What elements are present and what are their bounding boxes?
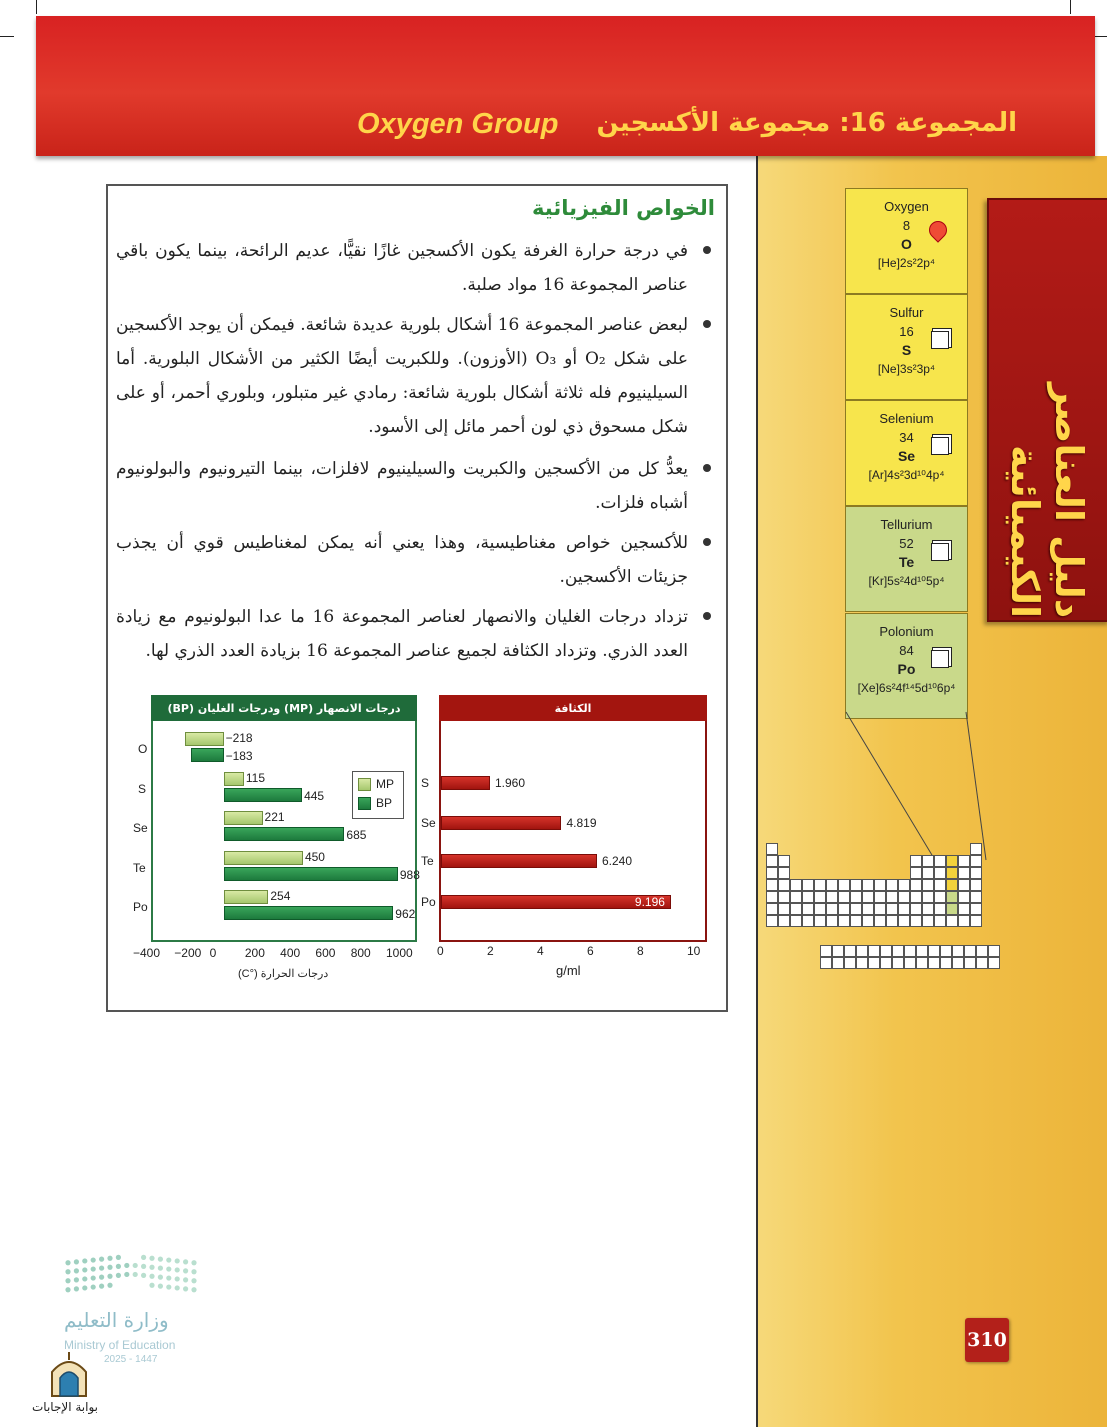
- periodic-cell: [922, 903, 934, 915]
- element-name: Selenium: [879, 411, 934, 426]
- periodic-cell: [916, 957, 928, 969]
- density-value-label: 6.240: [602, 854, 633, 868]
- element-card-tellurium: [845, 506, 968, 612]
- periodic-cell: [826, 891, 838, 903]
- periodic-cell: [988, 945, 1000, 957]
- solid-cube-icon: [931, 331, 949, 349]
- x-tick-label: −200: [174, 946, 202, 960]
- periodic-cell: [850, 891, 862, 903]
- periodic-cell: [862, 903, 874, 915]
- atomic-number: 34: [899, 430, 914, 445]
- element-symbol: Se: [897, 448, 916, 464]
- x-tick-label: 0: [209, 946, 217, 960]
- periodic-cell: [790, 915, 802, 927]
- section-heading: الخواص الفيزيائية: [532, 196, 715, 220]
- periodic-cell: [832, 945, 844, 957]
- mp-value-label: 115: [245, 771, 265, 785]
- periodic-cell: [952, 957, 964, 969]
- periodic-cell: [790, 903, 802, 915]
- periodic-cell: [958, 867, 970, 879]
- bp-bar: [224, 867, 398, 881]
- periodic-cell: [874, 915, 886, 927]
- category-label: Po: [421, 895, 436, 909]
- periodic-cell: [934, 867, 946, 879]
- mp-bar: [185, 732, 223, 746]
- crop-mark: [1093, 36, 1107, 37]
- periodic-cell: [910, 915, 922, 927]
- periodic-cell: [850, 915, 862, 927]
- density-value-label: 1.960: [495, 776, 526, 790]
- x-tick-label: 2: [487, 944, 494, 958]
- periodic-cell: [868, 957, 880, 969]
- mp-value-label: 450: [304, 850, 325, 864]
- periodic-cell: [826, 915, 838, 927]
- density-bar: [441, 816, 561, 830]
- x-tick-label: 600: [315, 946, 336, 960]
- periodic-cell: [862, 891, 874, 903]
- element-name: Sulfur: [889, 305, 924, 320]
- density-chart-title: الكثافة: [439, 695, 707, 721]
- periodic-cell: [880, 957, 892, 969]
- x-tick-label: −400: [133, 946, 161, 960]
- atomic-number: 84: [899, 643, 914, 658]
- periodic-cell: [874, 891, 886, 903]
- periodic-cell: [970, 855, 982, 867]
- periodic-cell: [778, 915, 790, 927]
- side-banner-title: دليل العناصر الكيميائية: [1003, 382, 1091, 618]
- periodic-cell: [970, 915, 982, 927]
- periodic-cell: [940, 957, 952, 969]
- bp-bar: [224, 788, 303, 802]
- periodic-cell: [928, 945, 940, 957]
- x-tick-label: 400: [280, 946, 301, 960]
- periodic-cell: [814, 879, 826, 891]
- ministry-year: 2025 - 1447: [104, 1354, 158, 1365]
- bullet-item: للأكسجين خواص مغناطيسية، وهذا يعني أنه يمكن لمغناطيس قوي أن يجذب جزيئات الأكسجين.: [116, 533, 688, 587]
- periodic-cell: [946, 903, 958, 915]
- header-title-english: Oxygen Group: [357, 108, 559, 140]
- solid-cube-icon: [931, 543, 949, 561]
- x-tick-label: 10: [687, 944, 701, 958]
- periodic-cell: [766, 891, 778, 903]
- periodic-cell: [778, 891, 790, 903]
- periodic-cell: [814, 903, 826, 915]
- periodic-cell: [790, 891, 802, 903]
- periodic-cell: [874, 879, 886, 891]
- bp-value-label: 988: [399, 868, 420, 882]
- periodic-cell: [766, 843, 778, 855]
- periodic-cell: [790, 879, 802, 891]
- mp-value-label: 221: [264, 810, 285, 824]
- periodic-cell: [778, 867, 790, 879]
- x-tick-label: 800: [350, 946, 371, 960]
- bp-value-label: 962: [395, 907, 416, 921]
- bp-value-label: 445: [304, 789, 325, 803]
- element-card-sulfur: [845, 294, 968, 400]
- element-symbol: Po: [897, 661, 916, 677]
- electron-config: [Ne]3s²3p⁴: [877, 362, 936, 376]
- mp-bp-x-axis-label: درجات الحرارة (°C): [238, 968, 329, 980]
- periodic-cell: [904, 945, 916, 957]
- periodic-cell: [886, 903, 898, 915]
- periodic-cell: [976, 945, 988, 957]
- periodic-cell: [946, 879, 958, 891]
- periodic-cell: [844, 957, 856, 969]
- periodic-cell: [838, 915, 850, 927]
- ministry-name-english: Ministry of Education: [64, 1338, 176, 1352]
- periodic-cell: [886, 891, 898, 903]
- periodic-cell: [802, 879, 814, 891]
- periodic-cell: [802, 891, 814, 903]
- density-bar: [441, 776, 490, 790]
- element-name: Oxygen: [884, 199, 929, 214]
- bp-bar: [224, 906, 394, 920]
- periodic-cell: [958, 903, 970, 915]
- bp-value-label: 685: [346, 828, 367, 842]
- periodic-cell: [946, 891, 958, 903]
- periodic-cell: [862, 879, 874, 891]
- brand-mosque-icon: [48, 1350, 90, 1398]
- periodic-cell: [922, 867, 934, 879]
- mp-bar: [224, 851, 303, 865]
- periodic-cell: [802, 903, 814, 915]
- periodic-cell: [970, 879, 982, 891]
- solid-cube-icon: [931, 650, 949, 668]
- periodic-cell: [964, 957, 976, 969]
- atomic-number: 16: [899, 324, 914, 339]
- periodic-cell: [814, 891, 826, 903]
- periodic-cell: [838, 891, 850, 903]
- periodic-cell: [970, 903, 982, 915]
- periodic-cell: [892, 957, 904, 969]
- solid-cube-icon: [931, 437, 949, 455]
- periodic-cell: [844, 945, 856, 957]
- crop-mark: [1070, 0, 1071, 14]
- periodic-cell: [910, 867, 922, 879]
- periodic-cell: [934, 903, 946, 915]
- category-label: Te: [133, 861, 146, 875]
- periodic-cell: [898, 891, 910, 903]
- element-symbol: S: [901, 342, 912, 358]
- mp-bp-legend: [352, 771, 404, 819]
- bp-value-label: −183: [225, 749, 253, 763]
- electron-config: [He]2s²2p⁴: [877, 256, 936, 270]
- periodic-cell: [898, 903, 910, 915]
- ministry-name-arabic: وزارة التعليم: [64, 1308, 169, 1332]
- periodic-cell: [874, 903, 886, 915]
- periodic-cell: [964, 945, 976, 957]
- periodic-cell: [952, 945, 964, 957]
- bullet-dot: [703, 538, 711, 546]
- periodic-cell: [892, 945, 904, 957]
- periodic-cell: [826, 903, 838, 915]
- category-label: Se: [133, 821, 148, 835]
- category-label: O: [138, 742, 148, 756]
- legend-swatch-mp: [358, 778, 371, 791]
- crop-mark: [36, 0, 37, 14]
- periodic-cell: [766, 915, 778, 927]
- periodic-cell: [958, 915, 970, 927]
- periodic-cell: [976, 957, 988, 969]
- periodic-cell: [856, 957, 868, 969]
- periodic-cell: [922, 915, 934, 927]
- periodic-cell: [832, 957, 844, 969]
- periodic-cell: [958, 891, 970, 903]
- periodic-cell: [820, 945, 832, 957]
- mp-bar: [224, 890, 269, 904]
- bp-bar: [191, 748, 223, 762]
- periodic-cell: [886, 879, 898, 891]
- x-tick-label: 1000: [386, 946, 413, 960]
- legend-label-mp: MP: [376, 777, 394, 791]
- category-label: Po: [133, 900, 148, 914]
- periodic-cell: [946, 855, 958, 867]
- x-tick-label: 8: [637, 944, 644, 958]
- periodic-cell: [838, 903, 850, 915]
- electron-config: [Xe]6s²4f¹⁴5d¹⁰6p⁴: [857, 681, 956, 695]
- periodic-cell: [802, 915, 814, 927]
- bullet-item: يعدُّ كل من الأكسجين والكبريت والسيلينيوم لافلزات، بينما التيرونيوم والبولونيوم أشباه فلزات.: [116, 459, 688, 513]
- periodic-cell: [766, 867, 778, 879]
- periodic-cell: [946, 867, 958, 879]
- periodic-cell: [916, 945, 928, 957]
- element-card-oxygen: [845, 188, 968, 294]
- periodic-cell: [766, 879, 778, 891]
- atomic-number: 52: [899, 536, 914, 551]
- electron-config: [Ar]4s²3d¹⁰4p⁴: [868, 468, 945, 482]
- periodic-cell: [778, 903, 790, 915]
- x-tick-label: 6: [587, 944, 594, 958]
- periodic-cell: [988, 957, 1000, 969]
- periodic-cell: [880, 945, 892, 957]
- element-name: Tellurium: [880, 517, 933, 532]
- bullet-dot: [703, 320, 711, 328]
- periodic-cell: [898, 879, 910, 891]
- periodic-cell: [934, 891, 946, 903]
- periodic-cell: [970, 867, 982, 879]
- category-label: S: [421, 776, 430, 790]
- legend-label-bp: BP: [376, 796, 393, 810]
- periodic-cell: [826, 879, 838, 891]
- periodic-cell: [934, 879, 946, 891]
- x-tick-label: 4: [537, 944, 544, 958]
- periodic-cell: [862, 915, 874, 927]
- electron-config: [Kr]5s²4d¹⁰5p⁴: [868, 574, 945, 588]
- category-label: S: [138, 782, 147, 796]
- periodic-cell: [922, 855, 934, 867]
- periodic-cell: [766, 903, 778, 915]
- element-card-polonium: [845, 613, 968, 719]
- mp-bar: [224, 811, 263, 825]
- periodic-cell: [838, 879, 850, 891]
- element-symbol: O: [901, 236, 912, 252]
- bullet-dot: [703, 464, 711, 472]
- mp-value-label: −218: [225, 731, 253, 745]
- x-tick-label: 200: [244, 946, 265, 960]
- periodic-cell: [922, 891, 934, 903]
- periodic-cell: [928, 957, 940, 969]
- periodic-cell: [970, 891, 982, 903]
- periodic-cell: [958, 855, 970, 867]
- mp-bar: [224, 772, 244, 786]
- bullet-item: تزداد درجات الغليان والانصهار لعناصر المجموعة 16 ما عدا البولونيوم مع زيادة العدد الذري. وتزداد الكثافة لجميع عناصر المجموعة 16 بزيادة العدد الذري لها.: [116, 607, 688, 661]
- category-label: Se: [421, 816, 436, 830]
- periodic-cell: [946, 915, 958, 927]
- mp-bp-chart-title: درجات الانصهار (MP) ودرجات الغليان (BP): [151, 695, 417, 721]
- periodic-cell: [958, 879, 970, 891]
- ministry-logo-icon: [64, 1250, 200, 1294]
- element-name: Polonium: [879, 624, 934, 639]
- brand-name: بوابة الإجابات: [32, 1400, 99, 1414]
- periodic-cell: [904, 957, 916, 969]
- periodic-cell: [868, 945, 880, 957]
- periodic-cell: [910, 903, 922, 915]
- periodic-cell: [766, 855, 778, 867]
- periodic-cell: [934, 915, 946, 927]
- bullet-dot: [703, 246, 711, 254]
- page-number: 310: [965, 1318, 1009, 1362]
- periodic-cell: [898, 915, 910, 927]
- periodic-cell: [910, 891, 922, 903]
- x-tick-label: 0: [437, 944, 444, 958]
- bp-bar: [224, 827, 345, 841]
- periodic-cell: [970, 843, 982, 855]
- density-value-label: 4.819: [566, 816, 597, 830]
- periodic-cell: [910, 879, 922, 891]
- periodic-cell: [940, 945, 952, 957]
- bullet-item: لبعض عناصر المجموعة 16 أشكال بلورية عديدة شائعة. فيمكن أن يوجد الأكسجين على شكل O₂ أو O₃ (الأوزون). وللكبريت أيضًا الكثير من الأشكال البلورية. أما السيلينيوم فله ثلاثة أشكال بلورية شائعة: رمادي غير متبلور، وبلوري أحمر، أو على شكل مسحوق ذي لون أحمر مائل إلى الأسود.: [116, 315, 688, 437]
- element-symbol: Te: [898, 554, 915, 570]
- periodic-cell: [934, 855, 946, 867]
- periodic-cell: [850, 879, 862, 891]
- density-value-label: 9.196: [634, 895, 665, 909]
- density-bar: [441, 854, 597, 868]
- periodic-cell: [778, 855, 790, 867]
- periodic-cell: [886, 915, 898, 927]
- periodic-cell: [856, 945, 868, 957]
- header-title-arabic: المجموعة 16: مجموعة الأكسجين: [596, 108, 1017, 138]
- side-column-border: [756, 156, 758, 1427]
- periodic-cell: [814, 915, 826, 927]
- mp-value-label: 254: [270, 889, 291, 903]
- category-label: Te: [421, 854, 434, 868]
- legend-swatch-bp: [358, 797, 371, 810]
- element-card-selenium: [845, 400, 968, 506]
- periodic-cell: [922, 879, 934, 891]
- periodic-cell: [778, 879, 790, 891]
- periodic-cell: [850, 903, 862, 915]
- bullet-dot: [703, 612, 711, 620]
- bullet-item: في درجة حرارة الغرفة يكون الأكسجين غازًا نقيًّا، عديم الرائحة، بينما يكون باقي عناصر المجموعة 16 مواد صلبة.: [116, 241, 688, 295]
- atomic-number: 8: [902, 218, 911, 233]
- periodic-cell: [820, 957, 832, 969]
- crop-mark: [0, 36, 14, 37]
- periodic-cell: [910, 855, 922, 867]
- density-x-axis-label: g/ml: [556, 963, 581, 978]
